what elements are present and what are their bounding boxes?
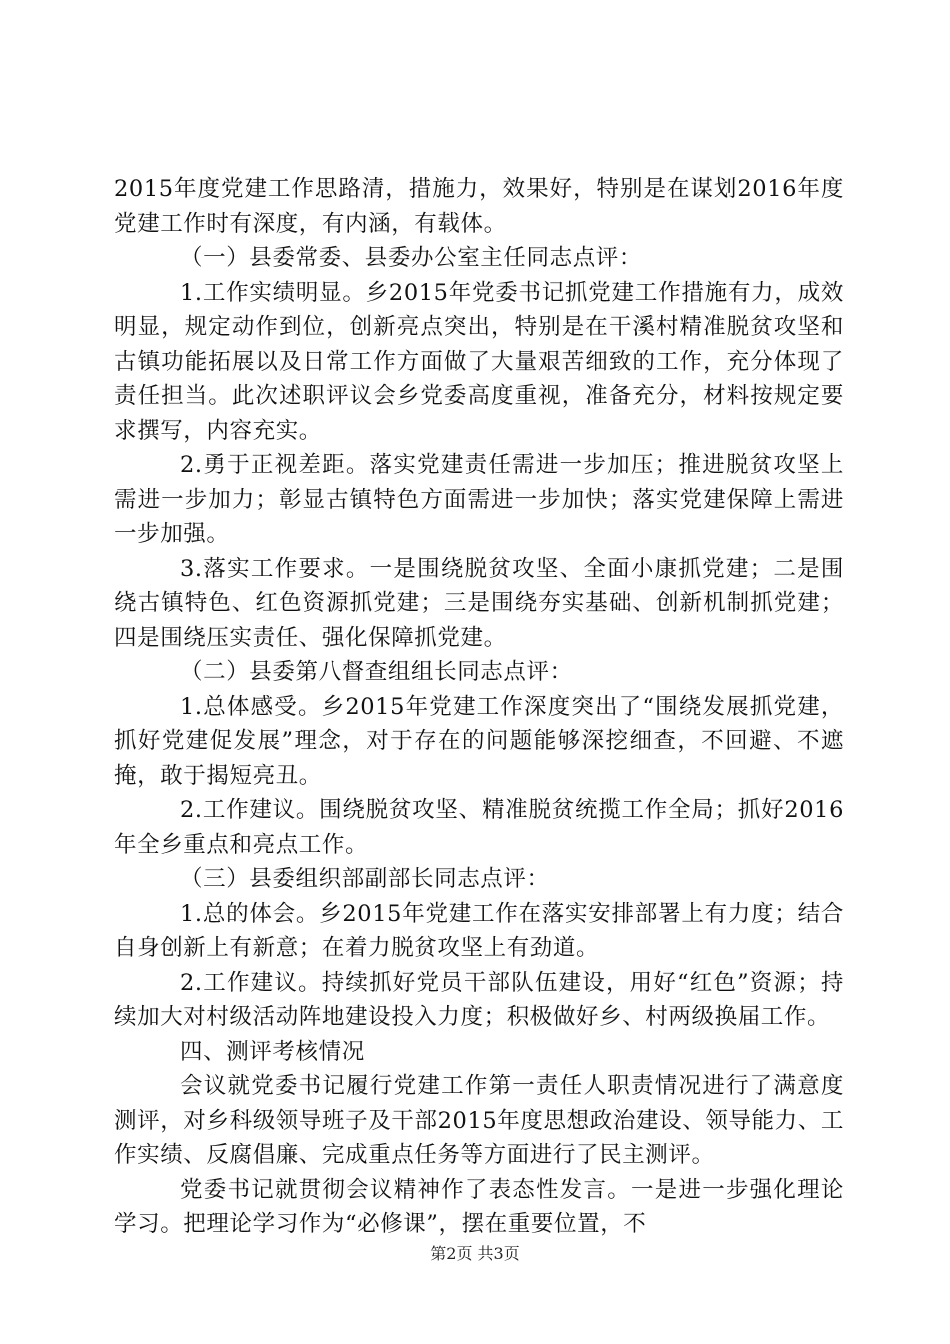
paragraph: 2.工作建议。围绕脱贫攻坚、精准脱贫统揽工作全局；抓好2016年全乡重点和亮点工作。 — [114, 797, 844, 858]
section-heading-3: （三）县委组织部副部长同志点评： — [180, 866, 550, 892]
paragraph: 1.工作实绩明显。乡2015年党委书记抓党建工作措施有力，成效明显，规定动作到位，创新亮点突出，特别是在干溪村精准脱贫攻坚和古镇功能拓展以及日常工作方面做了大量艰苦细致的工作，充分体现了责任担当。此次述职评议会乡党委高度重视，准备充分，材料按规定要求撰写，内容充实。 — [114, 279, 844, 444]
paragraph: 党委书记就贯彻会议精神作了表态性发言。一是进一步强化理论学习。把理论学习作为“必修课”，摆在重要位置，不 — [114, 1176, 844, 1237]
paragraph: 1.总的体会。乡2015年党建工作在落实安排部署上有力度；结合自身创新上有新意；在着力脱贫攻坚上有劲道。 — [114, 900, 844, 961]
section-heading-1: （一）县委常委、县委办公室主任同志点评： — [180, 245, 643, 271]
paragraph: 1.总体感受。乡2015年党建工作深度突出了“围绕发展抓党建，抓好党建促发展”理念，对于存在的问题能够深挖细查，不回避、不遮掩，敢于揭短亮丑。 — [114, 693, 844, 789]
paragraph: 会议就党委书记履行党建工作第一责任人职责情况进行了满意度测评，对乡科级领导班子及干部2015年度思想政治建设、领导能力、工作实绩、反腐倡廉、完成重点任务等方面进行了民主测评。 — [114, 1073, 844, 1168]
section-heading-4: 四、测评考核情况 — [180, 1038, 365, 1065]
paragraph: 2.工作建议。持续抓好党员干部队伍建设，用好“红色”资源；持续加大对村级活动阵地建设投入力度；积极做好乡、村两级换届工作。 — [114, 969, 844, 1030]
page-number-footer: 第2页 共3页 — [430, 1244, 520, 1263]
paragraph: 2.勇于正视差距。落实党建责任需进一步加压；推进脱贫攻坚上需进一步加力；彰显古镇特色方面需进一步加快；落实党建保障上需进一步加强。 — [114, 452, 844, 547]
section-heading-2: （二）县委第八督查组组长同志点评： — [180, 659, 573, 685]
paragraph: 3.落实工作要求。一是围绕脱贫攻坚、全面小康抓党建；二是围绕古镇特色、红色资源抓党建；三是围绕夯实基础、创新机制抓党建；四是围绕压实责任、强化保障抓党建。 — [114, 555, 844, 651]
paragraph-continuation: 2015年度党建工作思路清，措施力，效果好，特别是在谋划2016年度党建工作时有深度，有内涵，有载体。 — [114, 176, 844, 237]
document-body — [114, 172, 844, 1242]
